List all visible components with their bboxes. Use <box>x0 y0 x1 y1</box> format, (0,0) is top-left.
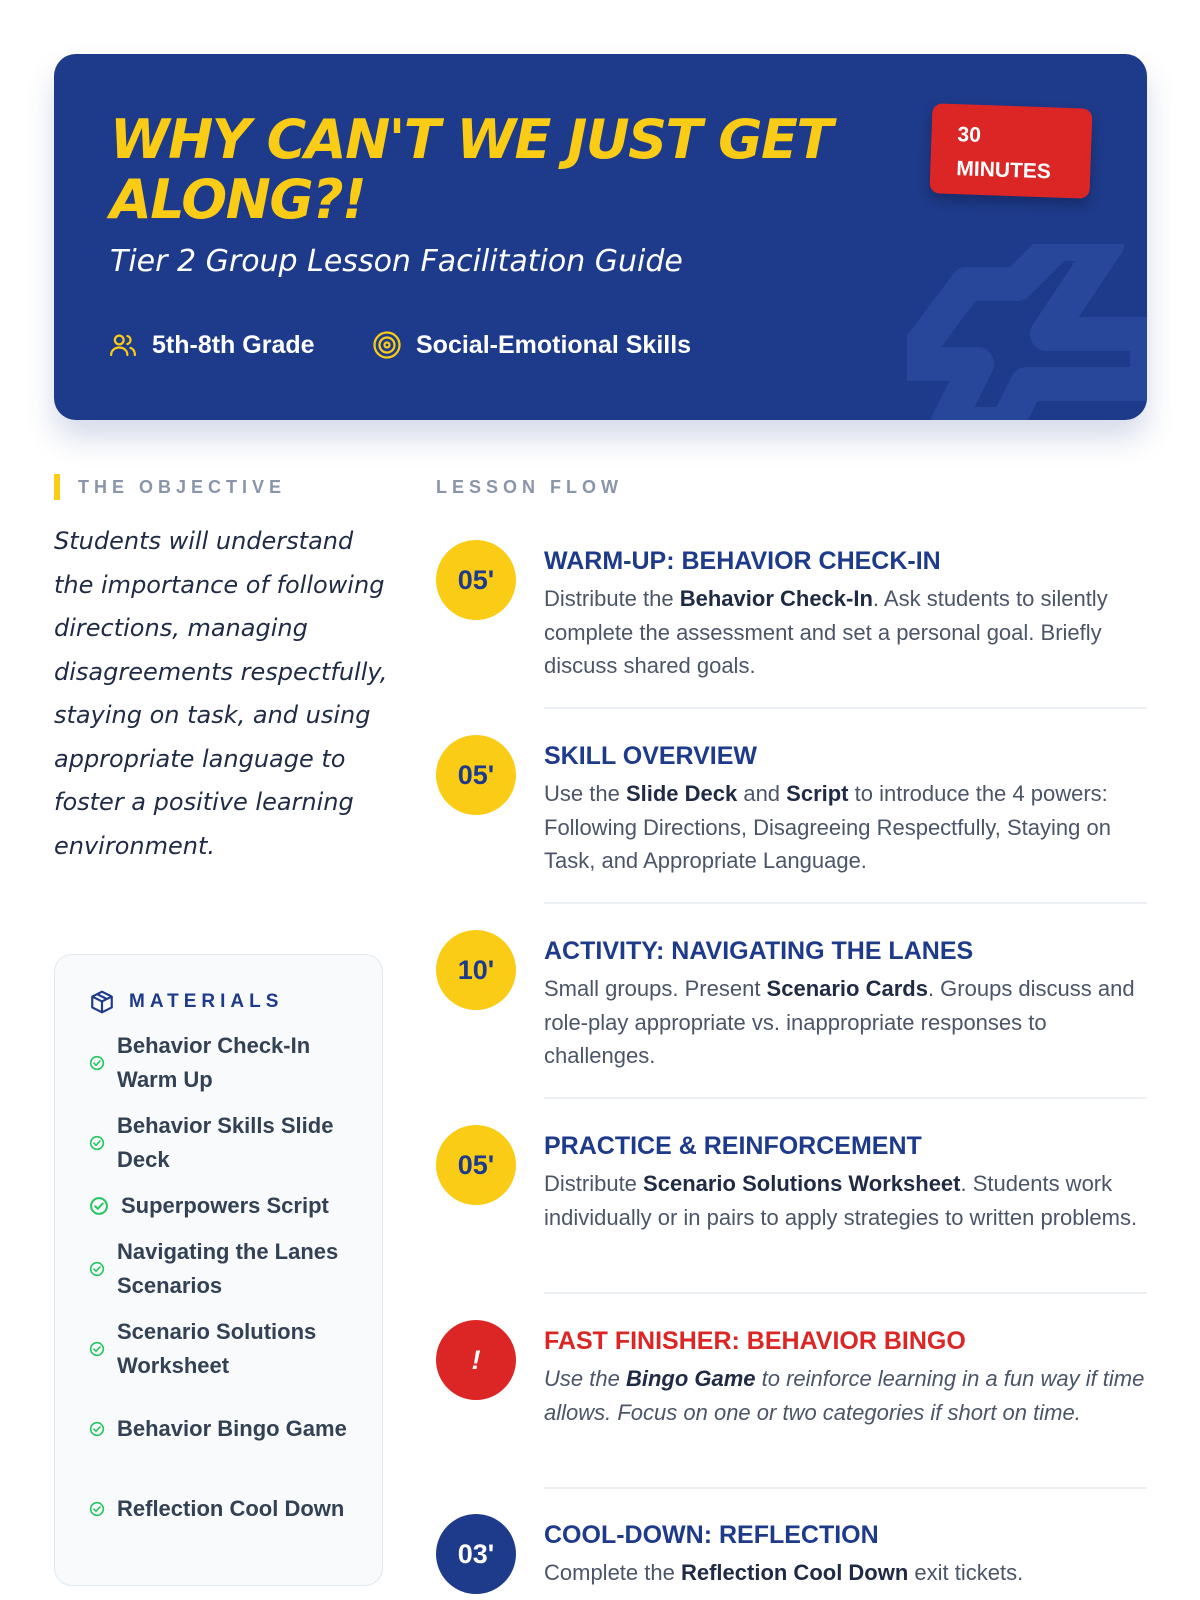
step-text-part: Distribute the <box>544 586 680 611</box>
step-divider <box>544 707 1147 709</box>
step-body <box>544 930 1147 1073</box>
step-divider <box>544 1487 1147 1489</box>
step-text-part: to introduce the 4 powers: Following Directions, Disagreeing Respectfully, Staying on Task, and Appropriate Language. <box>544 781 1111 873</box>
page-title: WHY CAN'T WE JUST GET ALONG?! <box>110 108 832 231</box>
step-text-part: exit tickets. <box>908 1560 1024 1585</box>
step-text-part: . Groups discuss and role-play appropriate vs. inappropriate responses to challenges. <box>544 976 1135 1068</box>
step-title: FAST FINISHER: BEHAVIOR BINGO <box>544 1327 966 1355</box>
step-body <box>544 1514 1147 1590</box>
step-title: SKILL OVERVIEW <box>544 742 758 770</box>
objective-text: Students will understand the importance of following directions, managing disagreements respectfully, staying on task, and using appropriate language to foster a positive learning environment. <box>54 527 388 860</box>
lesson-step <box>436 540 1147 700</box>
check-circle-icon <box>89 1261 105 1277</box>
step-text-part: Bingo Game <box>625 1366 756 1391</box>
step-title: PRACTICE & REINFORCEMENT <box>544 1132 922 1160</box>
lightning-bolt-icon <box>907 244 1147 420</box>
step-time-badge: 05' <box>436 1125 516 1205</box>
lesson-step <box>436 1514 1147 1600</box>
step-description <box>544 972 1147 1073</box>
step-description <box>544 777 1147 878</box>
step-text-part: Behavior Check-In <box>679 586 873 611</box>
materials-item-label: Behavior Bingo Game <box>117 1416 347 1441</box>
step-text-part: Complete the <box>544 1560 681 1585</box>
step-body <box>544 540 1147 683</box>
lesson-step <box>436 1125 1147 1285</box>
materials-item-label: Scenario Solutions Worksheet <box>117 1319 317 1378</box>
step-time-badge: ! <box>436 1320 516 1400</box>
step-description <box>544 1167 1147 1234</box>
duration-unit: MINUTES <box>955 157 1052 184</box>
materials-item <box>89 1109 359 1177</box>
materials-item-label: Navigating the Lanes Scenarios <box>117 1239 339 1298</box>
materials-header <box>89 989 283 1015</box>
materials-item <box>89 1315 359 1383</box>
step-time-badge: 10' <box>436 930 516 1010</box>
hero-banner <box>54 54 1147 420</box>
step-time-badge: 05' <box>436 540 516 620</box>
check-circle-icon <box>89 1135 105 1151</box>
target-icon <box>372 330 402 360</box>
step-description <box>544 1362 1147 1429</box>
step-text-part: Reflection Cool Down <box>680 1560 909 1585</box>
step-body <box>544 735 1147 878</box>
step-text-part: Small groups. Present <box>544 976 767 1001</box>
step-text-part: Scenario Cards <box>766 976 928 1001</box>
materials-item <box>89 1235 359 1303</box>
duration-number: 30 <box>957 123 982 147</box>
check-circle-icon <box>89 1196 109 1216</box>
skill-text: Social-Emotional Skills <box>416 330 692 359</box>
step-title: WARM-UP: BEHAVIOR CHECK-IN <box>544 547 941 575</box>
grade-meta <box>108 330 315 360</box>
step-divider <box>544 1292 1147 1294</box>
lesson-step <box>436 930 1147 1090</box>
step-text-part: Distribute <box>544 1171 644 1196</box>
check-circle-icon <box>89 1055 105 1071</box>
grade-text: 5th-8th Grade <box>152 330 315 359</box>
check-circle-icon <box>89 1501 105 1517</box>
materials-item-label: Behavior Skills Slide Deck <box>117 1113 334 1172</box>
users-icon <box>108 330 138 360</box>
materials-item <box>89 1029 359 1097</box>
step-text-part: . Ask students to silently complete the assessment and set a personal goal. Briefly discuss shared goals. <box>544 586 1108 678</box>
lesson-step <box>436 1320 1147 1480</box>
step-time-badge: 03' <box>436 1514 516 1594</box>
step-text-part: Slide Deck <box>625 781 738 806</box>
skill-meta <box>372 330 691 360</box>
duration-badge <box>929 103 1092 199</box>
step-divider <box>544 1097 1147 1099</box>
materials-item <box>89 1395 359 1463</box>
step-text-part: to reinforce learning in a fun way if time allows. Focus on one or two categories if short on time. <box>544 1366 1145 1425</box>
box-icon <box>89 989 115 1015</box>
step-text-part: . Students work individually or in pairs to apply strategies to written problems. <box>544 1171 1138 1230</box>
step-text-part: Use the <box>544 781 626 806</box>
materials-item-label: Reflection Cool Down <box>117 1496 345 1521</box>
step-description <box>544 582 1147 683</box>
step-text-part: Scenario Solutions Worksheet <box>643 1171 961 1196</box>
step-title: COOL-DOWN: REFLECTION <box>544 1521 879 1549</box>
step-text-part: Use the <box>544 1366 626 1391</box>
check-circle-icon <box>89 1341 105 1357</box>
objective-label: THE OBJECTIVE <box>54 474 286 500</box>
materials-item-label: Behavior Check-In Warm Up <box>117 1033 311 1092</box>
materials-item <box>89 1475 359 1543</box>
check-circle-icon <box>89 1421 105 1437</box>
materials-item-label: Superpowers Script <box>121 1193 329 1218</box>
materials-card <box>54 954 383 1586</box>
step-divider <box>544 902 1147 904</box>
step-text-part: and <box>737 781 787 806</box>
page-subtitle: Tier 2 Group Lesson Facilitation Guide <box>110 244 683 279</box>
step-description <box>544 1556 1147 1590</box>
materials-item <box>89 1189 359 1223</box>
lesson-step <box>436 735 1147 895</box>
step-text-part: Script <box>786 781 849 806</box>
step-body <box>544 1320 1147 1429</box>
step-title: ACTIVITY: NAVIGATING THE LANES <box>544 937 974 965</box>
step-body <box>544 1125 1147 1234</box>
materials-label: MATERIALS <box>129 991 284 1012</box>
lesson-flow-label: LESSON FLOW <box>436 477 623 497</box>
step-time-badge: 05' <box>436 735 516 815</box>
